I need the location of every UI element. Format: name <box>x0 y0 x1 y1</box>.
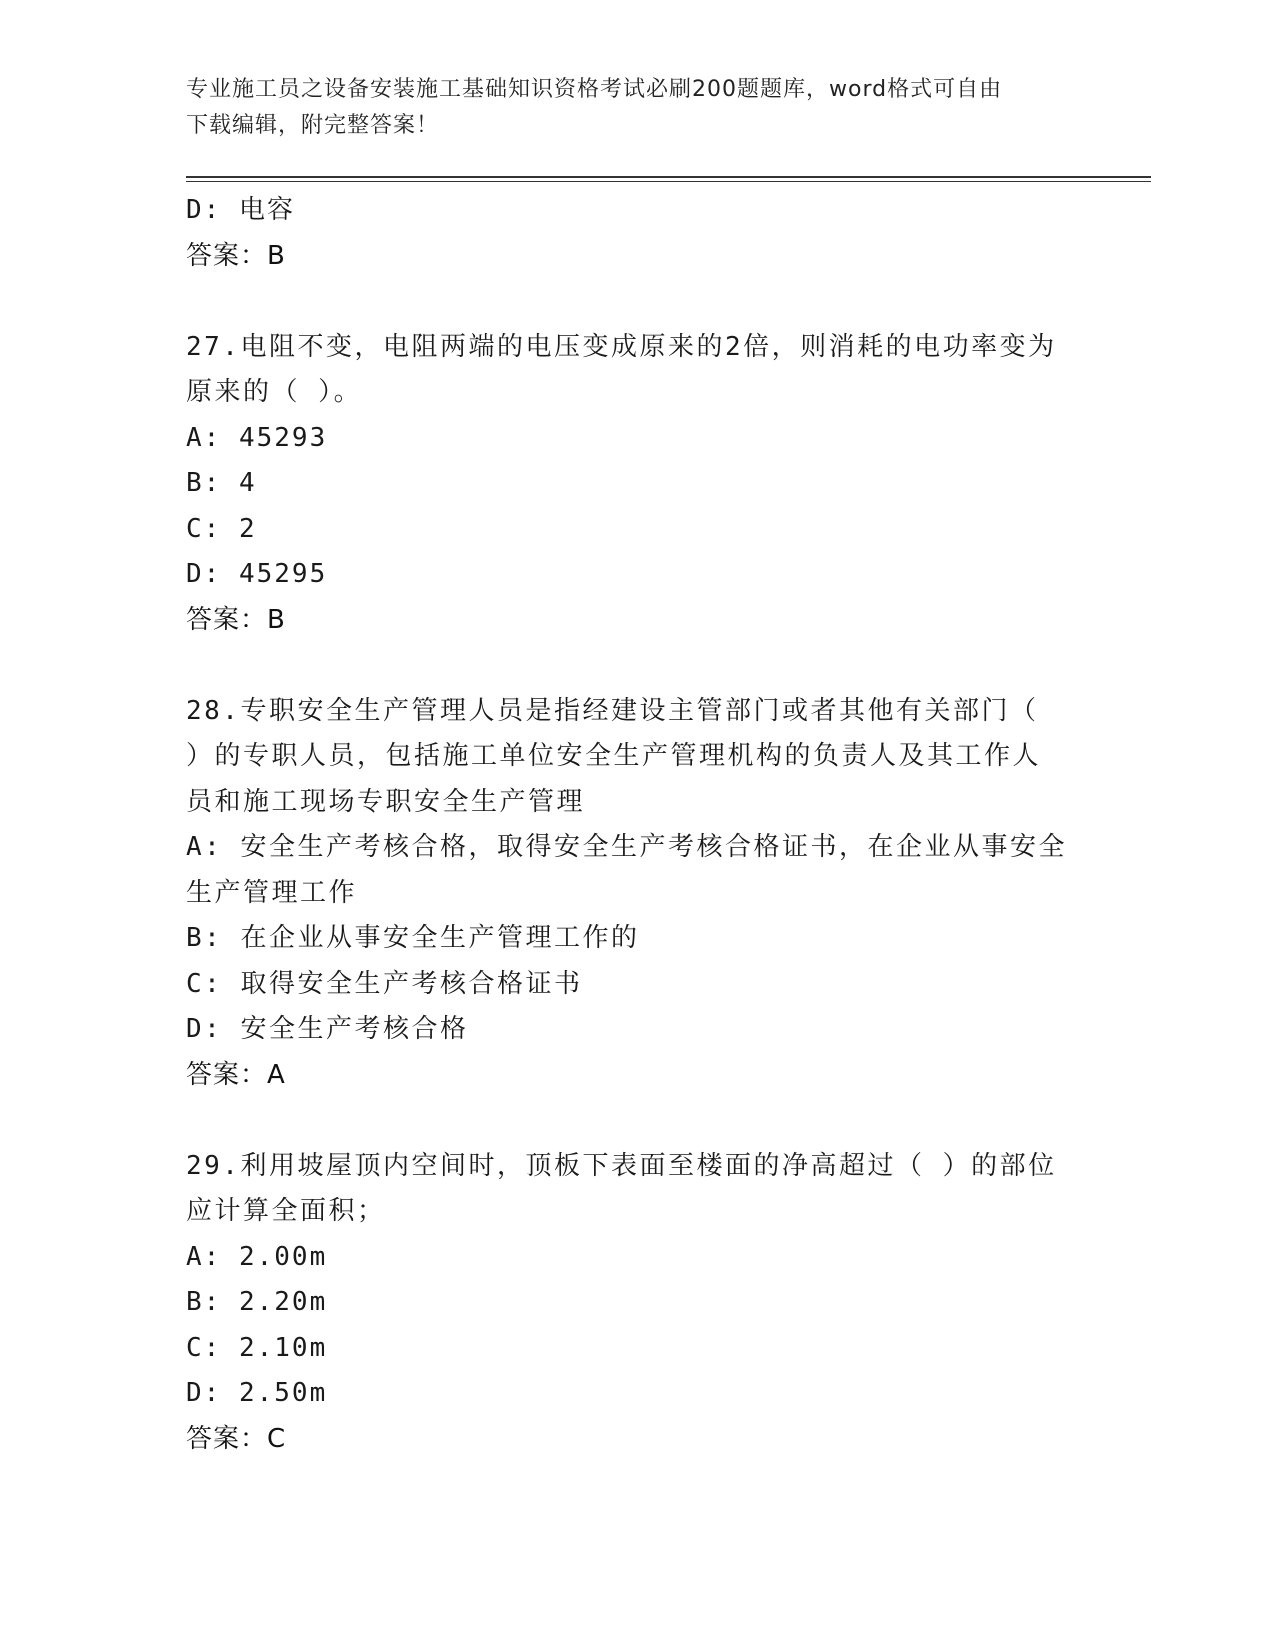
q27-answer: 答案：B <box>186 604 286 635</box>
q27-option-d: D: 45295 <box>186 559 328 589</box>
q29-option-d: D: 2.50m <box>186 1378 328 1408</box>
spacer <box>186 1098 1086 1144</box>
q27-stem-line-2: 原来的（ ）。 <box>186 377 363 407</box>
question-block-26 <box>186 188 1086 279</box>
q27-option-b: B: 4 <box>186 468 257 498</box>
page-header <box>186 72 1066 144</box>
q26-option-d: D: 电容 <box>186 195 295 225</box>
q28-option-b: B: 在企业从事安全生产管理工作的 <box>186 923 640 953</box>
q28-option-a-line-1: A: 安全生产考核合格，取得安全生产考核合格证书，在企业从事安全 <box>186 832 1067 862</box>
spacer <box>186 643 1086 689</box>
question-block-27 <box>186 325 1086 644</box>
question-block-28 <box>186 689 1086 1099</box>
header-rule-thick <box>186 176 1151 178</box>
question-list <box>186 188 1086 1462</box>
q28-option-a-line-2: 生产管理工作 <box>186 877 358 908</box>
header-rule-thin <box>186 181 1151 182</box>
question-block-29 <box>186 1144 1086 1463</box>
q29-answer: 答案：C <box>186 1423 287 1454</box>
q28-stem-line-3: 员和施工现场专职安全生产管理 <box>186 786 586 817</box>
q27-stem-line-1: 27.电阻不变，电阻两端的电压变成原来的2倍，则消耗的电功率变为 <box>186 331 1057 362</box>
q29-stem-line-2: 应计算全面积； <box>186 1196 386 1226</box>
q26-answer: 答案：B <box>186 240 286 271</box>
q29-stem-line-1: 29.利用坡屋顶内空间时，顶板下表面至楼面的净高超过（ ）的部位 <box>186 1150 1057 1181</box>
q28-stem-line-1: 28.专职安全生产管理人员是指经建设主管部门或者其他有关部门（ <box>186 695 1039 726</box>
header-line-1: 专业施工员之设备安装施工基础知识资格考试必刷200题题库，word格式可自由 <box>186 77 1003 102</box>
q28-answer: 答案：A <box>186 1059 286 1090</box>
q29-option-c: C: 2.10m <box>186 1332 328 1363</box>
spacer <box>186 279 1086 325</box>
q29-option-a: A: 2.00m <box>186 1241 328 1272</box>
q29-option-b: B: 2.20m <box>186 1287 328 1317</box>
q28-stem-line-2: ）的专职人员，包括施工单位安全生产管理机构的负责人及其工作人 <box>186 741 1042 771</box>
q28-option-c: C: 取得安全生产考核合格证书 <box>186 968 583 999</box>
q27-option-c: C: 2 <box>186 513 257 544</box>
header-line-2: 下载编辑，附完整答案！ <box>186 113 440 138</box>
q28-option-d: D: 安全生产考核合格 <box>186 1014 469 1044</box>
q27-option-a: A: 45293 <box>186 422 328 453</box>
